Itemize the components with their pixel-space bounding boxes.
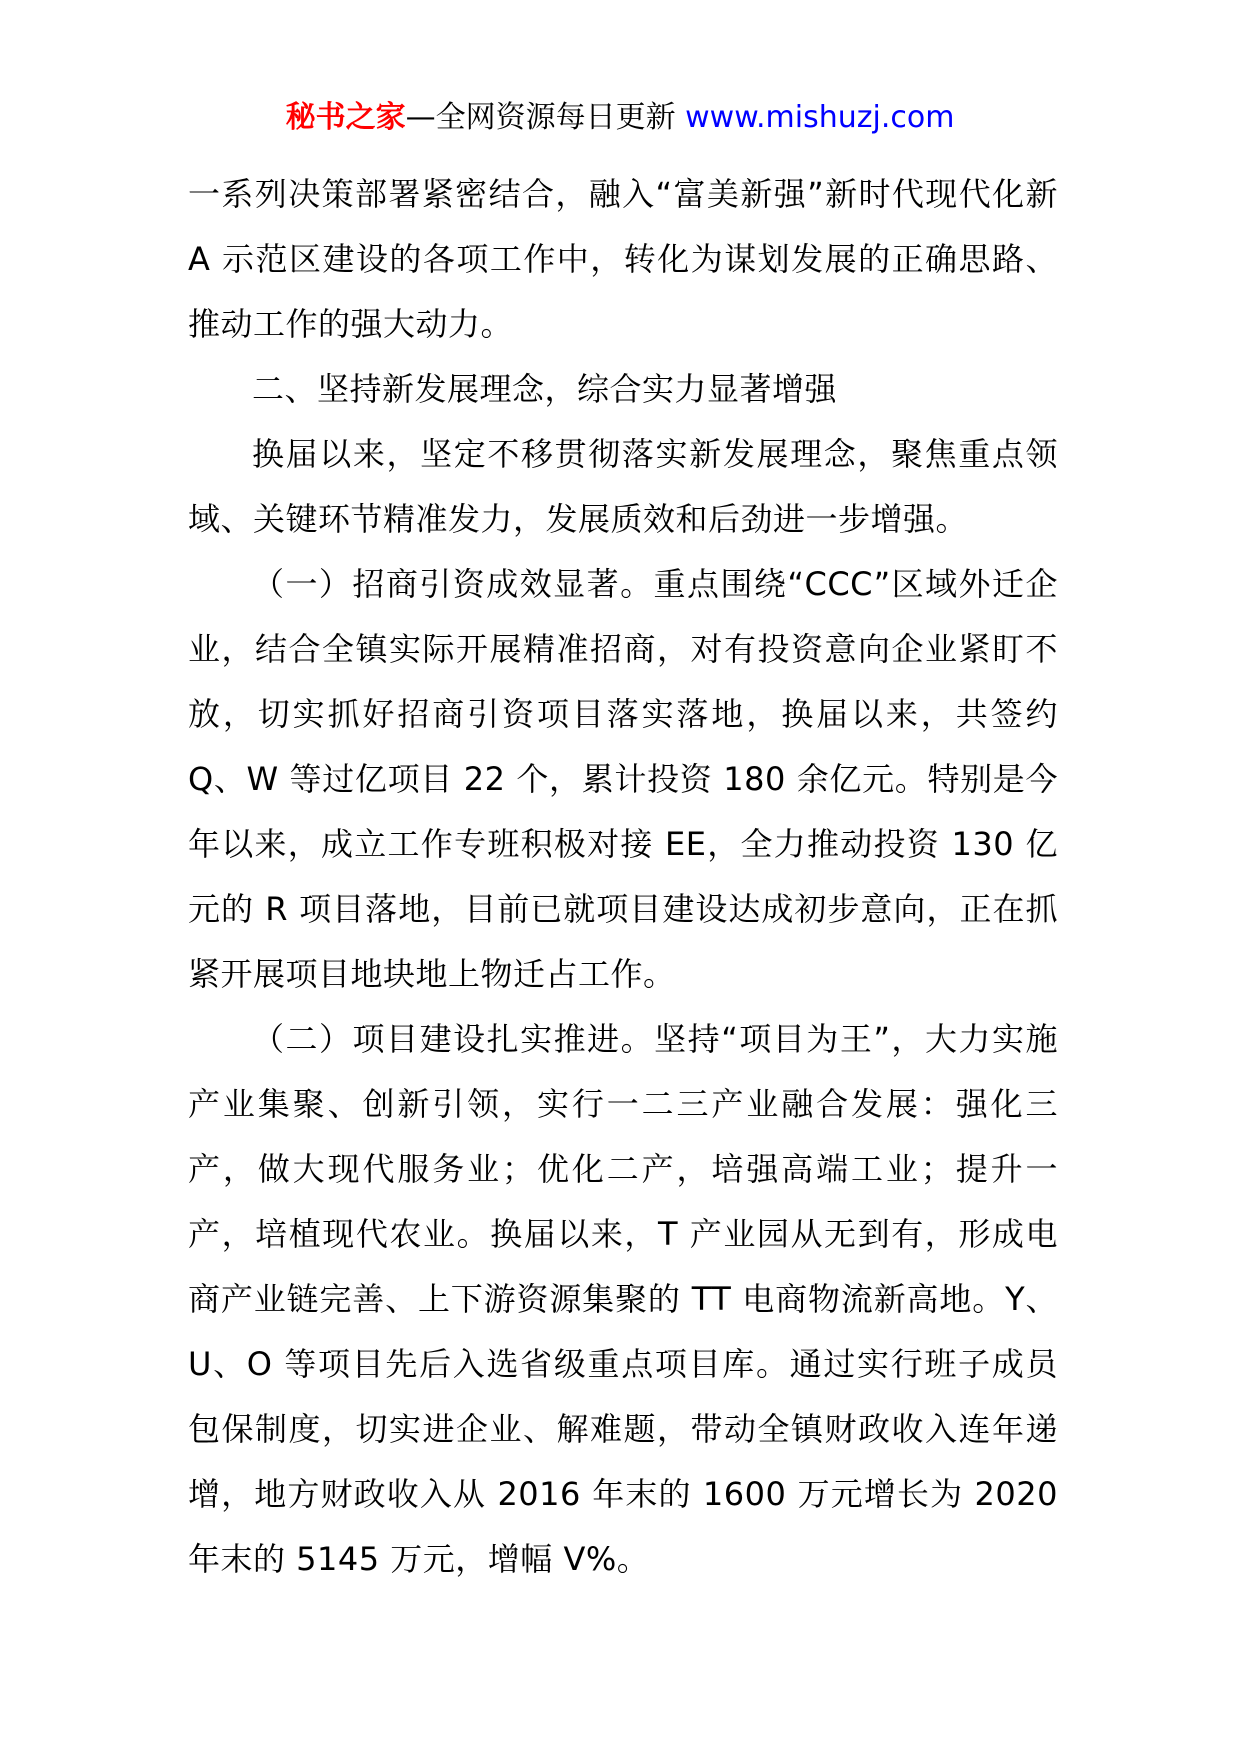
paragraph-projects: （二）项目建设扎实推进。坚持“项目为王”，大力实施产业集聚、创新引领，实行一二三产业融合发展：强化三产，做大现代服务业；优化二产，培强高端工业；提升一产，培植现代农业。换届以来，T 产业园从无到有，形成电商产业链完善、上下游资源集聚的 TT 电商物流新高地。Y、U、O 等项目先后入选省级重点项目库。通过实行班子成员包保制度，切实进企业、解难题，带动全镇财政收入连年递增，地方财政收入从 2016 年末的 1600 万元增长为 2020 年末的 5145 万元，增幅 V%。 [188,1020,1058,1578]
paragraph-investment: （一）招商引资成效显著。重点围绕“CCC”区域外迁企业，结合全镇实际开展精准招商，对有投资意向企业紧盯不放，切实抓好招商引资项目落实落地，换届以来，共签约 Q、W 等过亿项目 22 个，累计投资 180 余亿元。特别是今年以来，成立工作专班积极对接 EE，全力推动投资 130 亿元的 R 项目落地，目前已就项目建设达成初步意向，正在抓紧开展项目地块地上物迁占工作。 [188,565,1058,993]
section-heading: 二、坚持新发展理念，综合实力显著增强 [252,370,838,408]
brand-name: 秘书之家 [285,100,406,135]
header-tagline: —全网资源每日更新 [405,100,676,135]
paragraph-intro: 换届以来，坚定不移贯彻落实新发展理念，聚焦重点领域、关键环节精准发力，发展质效和后劲进一步增强。 [188,435,1058,538]
paragraph-continued: 一系列决策部署紧密结合，融入“富美新强”新时代现代化新 A 示范区建设的各项工作中，转化为谋划发展的正确思路、推动工作的强大动力。 [188,175,1058,343]
document-body [188,162,1058,1592]
website-link[interactable]: www.mishuzj.com [685,100,955,135]
page-header [0,98,1240,138]
